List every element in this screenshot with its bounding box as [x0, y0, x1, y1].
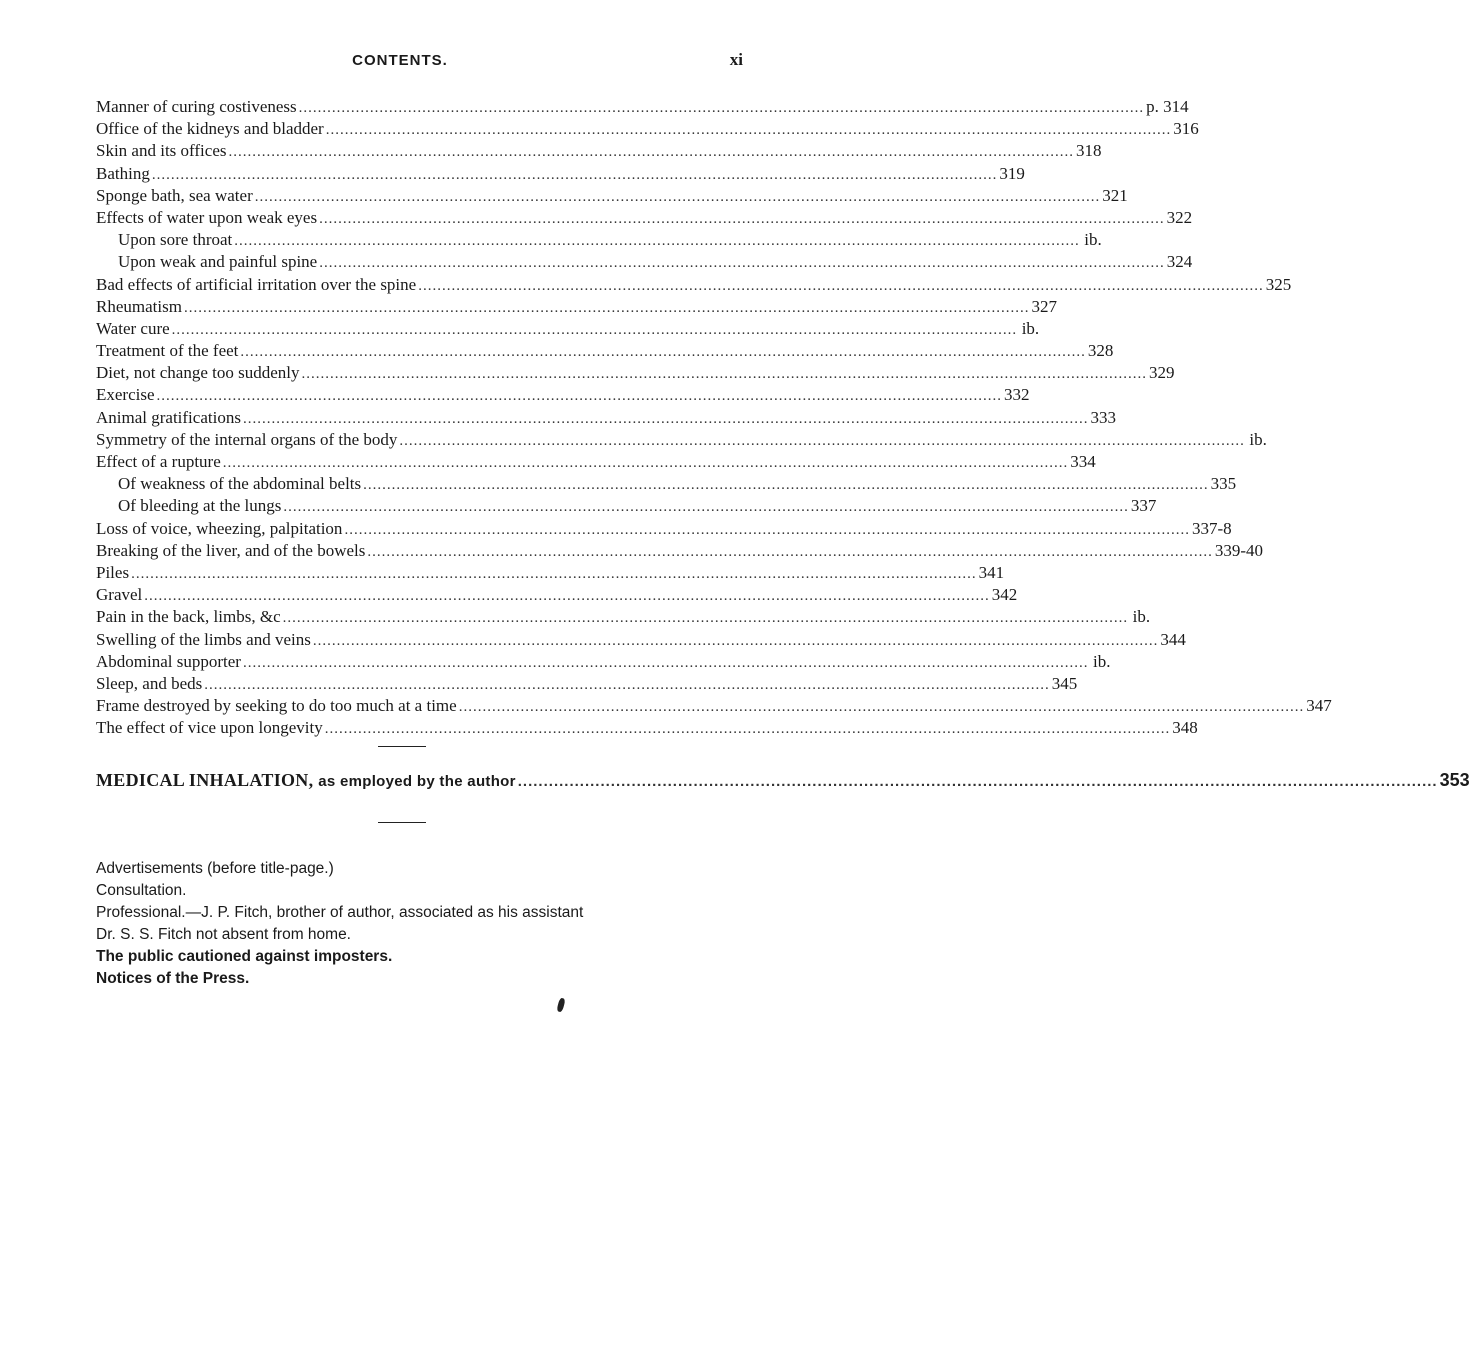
section-title [96, 770, 516, 791]
dot-leader [313, 630, 1159, 652]
toc-entry-title: Pain in the back, limbs, &c [96, 607, 281, 627]
toc-entry-page: ib. [1084, 230, 1102, 250]
dot-leader [234, 230, 1080, 252]
toc-entry [96, 96, 1189, 118]
toc-entry-page: 337-8 [1191, 518, 1232, 538]
dot-leader [131, 563, 977, 585]
toc-entry-title: Skin and its offices [96, 141, 227, 161]
ink-speck [556, 997, 565, 1012]
toc-entry-page: 318 [1075, 141, 1102, 161]
toc-entry-page: 348 [1172, 718, 1198, 738]
dot-leader [204, 674, 1050, 696]
toc-entry-page: ib. [1092, 651, 1111, 671]
toc-entry-page: 316 [1173, 119, 1199, 139]
toc-entry-title: Frame destroyed by seeking to do too much at a time [96, 696, 457, 716]
toc-entry-title: Effects of water upon weak eyes [96, 207, 318, 227]
toc-entry [96, 185, 1128, 207]
toc-entry-title: Treatment of the feet [96, 341, 239, 361]
toc-entry-page: 329 [1149, 363, 1175, 383]
toc-entry [96, 140, 1102, 162]
toc-entry-title: Animal gratifications [96, 407, 241, 427]
toc-entry-page: 322 [1166, 207, 1193, 227]
section-entry-medical-inhalation [96, 770, 1470, 791]
dot-leader [319, 208, 1165, 230]
note-line: Professional.—J. P. Fitch, brother of author, associated as his assistant [96, 904, 584, 921]
section-divider-bottom [378, 822, 426, 823]
toc-entry-page: 321 [1102, 185, 1128, 205]
toc-entry-page: 324 [1166, 252, 1193, 272]
dot-leader [152, 164, 998, 186]
toc-entry-page: 333 [1090, 407, 1116, 427]
dot-leader [319, 252, 1165, 274]
toc-entry-title: Water cure [96, 318, 170, 338]
section-title-main: MEDICAL INHALATION, [96, 770, 314, 790]
toc-entry [96, 429, 1267, 451]
dot-leader [243, 408, 1089, 430]
toc-entry [96, 229, 1102, 251]
toc-entry [96, 296, 1057, 318]
toc-entry-page: 319 [999, 163, 1025, 183]
dot-leader [144, 585, 990, 607]
dot-leader [255, 186, 1101, 208]
toc-entry-page: p. 314 [1146, 97, 1189, 116]
toc-entry [96, 673, 1078, 695]
toc-entry-title: Effect of a rupture [96, 452, 221, 471]
toc-entry [96, 207, 1193, 229]
running-title: CONTENTS. [352, 52, 448, 69]
toc-entry-title: Exercise [96, 385, 155, 405]
dot-leader [157, 385, 1003, 407]
toc-entry [96, 473, 1237, 495]
toc-entry-page: 344 [1160, 629, 1186, 649]
toc-entry-title: Swelling of the limbs and veins [96, 629, 311, 649]
dot-leader [418, 275, 1264, 297]
dot-leader [518, 773, 1438, 790]
dot-leader [299, 97, 1145, 119]
toc-entry [96, 163, 1025, 185]
dot-leader [184, 297, 1030, 319]
toc-entry-page: 341 [978, 562, 1005, 582]
toc-entry-title: Gravel [96, 585, 143, 605]
toc-entry [96, 251, 1193, 273]
toc-entry [96, 629, 1186, 651]
toc-entry-page: 335 [1210, 474, 1237, 494]
toc-entry [96, 606, 1151, 628]
toc-entry-page: 332 [1004, 385, 1030, 405]
toc-entry-title: Bad effects of artificial irritation over the spine [96, 274, 417, 294]
toc-entry-title: Of weakness of the abdominal belts [118, 474, 362, 494]
toc-entry-page: 327 [1031, 296, 1057, 316]
toc-entry-title: Office of the kidneys and bladder [96, 119, 324, 139]
toc-entry [96, 562, 1005, 584]
toc-entry-title: Symmetry of the internal organs of the body [96, 429, 398, 449]
page-number: xi [729, 50, 743, 69]
toc-entry-page: ib. [1249, 429, 1267, 449]
appendix-notes [96, 858, 756, 990]
toc-entry [96, 717, 1198, 739]
section-divider-top [378, 746, 426, 747]
toc-entry-page: 328 [1087, 341, 1114, 361]
toc-entry-title: Of bleeding at the lungs [118, 496, 282, 516]
toc-entry-title: Rheumatism [96, 296, 182, 316]
dot-leader [399, 430, 1245, 452]
toc-entry-page: 325 [1265, 274, 1292, 294]
toc-entry-title: Upon sore throat [118, 230, 233, 250]
toc-entry [96, 340, 1114, 362]
toc-entry-title: The effect of vice upon longevity [96, 718, 323, 738]
dot-leader [172, 319, 1018, 341]
toc-entry-title: Bathing [96, 163, 150, 183]
toc-entry-title: Loss of voice, wheezing, palpitation [96, 518, 343, 538]
table-of-contents [96, 96, 1332, 739]
toc-entry [96, 584, 1018, 606]
toc-entry [96, 695, 1332, 717]
note-line: Dr. S. S. Fitch not absent from home. [96, 926, 351, 943]
note-line: Consultation. [96, 882, 187, 899]
dot-leader [283, 496, 1129, 518]
toc-entry-title: Manner of curing costiveness [96, 97, 297, 116]
note-line: The public cautioned against imposters. [96, 948, 393, 965]
dot-leader [302, 363, 1148, 385]
dot-leader [228, 141, 1074, 163]
toc-entry [96, 362, 1175, 384]
toc-entry [96, 407, 1116, 429]
note-line: Advertisements (before title-page.) [96, 860, 334, 877]
dot-leader [223, 452, 1069, 474]
toc-entry-page: 345 [1051, 673, 1078, 693]
dot-leader [326, 119, 1172, 141]
toc-entry-title: Breaking of the liver, and of the bowels [96, 540, 366, 560]
toc-entry-title: Sleep, and beds [96, 673, 203, 693]
toc-entry-page: ib. [1021, 318, 1040, 338]
toc-entry-page: 347 [1306, 696, 1332, 716]
page-header [0, 52, 800, 76]
dot-leader [325, 718, 1171, 740]
section-page-number: 353 [1439, 770, 1470, 790]
toc-entry-title: Sponge bath, sea water [96, 185, 253, 205]
toc-entry [96, 274, 1292, 296]
dot-leader [459, 696, 1305, 718]
toc-entry-page: 334 [1070, 452, 1096, 471]
dot-leader [240, 341, 1086, 363]
toc-entry [96, 540, 1264, 562]
toc-entry-title: Upon weak and painful spine [118, 252, 318, 272]
toc-entry [96, 318, 1040, 340]
toc-entry-title: Abdominal supporter [96, 651, 241, 671]
dot-leader [243, 652, 1089, 674]
dot-leader [344, 519, 1190, 541]
toc-entry-page: ib. [1132, 607, 1151, 627]
toc-entry [96, 118, 1199, 140]
toc-entry [96, 451, 1096, 473]
toc-entry-page: 339-40 [1214, 540, 1264, 560]
section-title-sub: as employed by the author [318, 773, 516, 790]
note-line: Notices of the Press. [96, 970, 250, 987]
toc-entry-page: 337 [1130, 496, 1157, 516]
toc-entry [96, 518, 1232, 540]
toc-entry-page: 342 [991, 585, 1018, 605]
dot-leader [363, 474, 1209, 496]
toc-entry [96, 651, 1111, 673]
toc-entry-title: Diet, not change too suddenly [96, 363, 300, 383]
toc-entry [96, 495, 1157, 517]
dot-leader [367, 541, 1213, 563]
toc-entry [96, 384, 1030, 406]
toc-entry-title: Piles [96, 562, 130, 582]
dot-leader [283, 607, 1129, 629]
